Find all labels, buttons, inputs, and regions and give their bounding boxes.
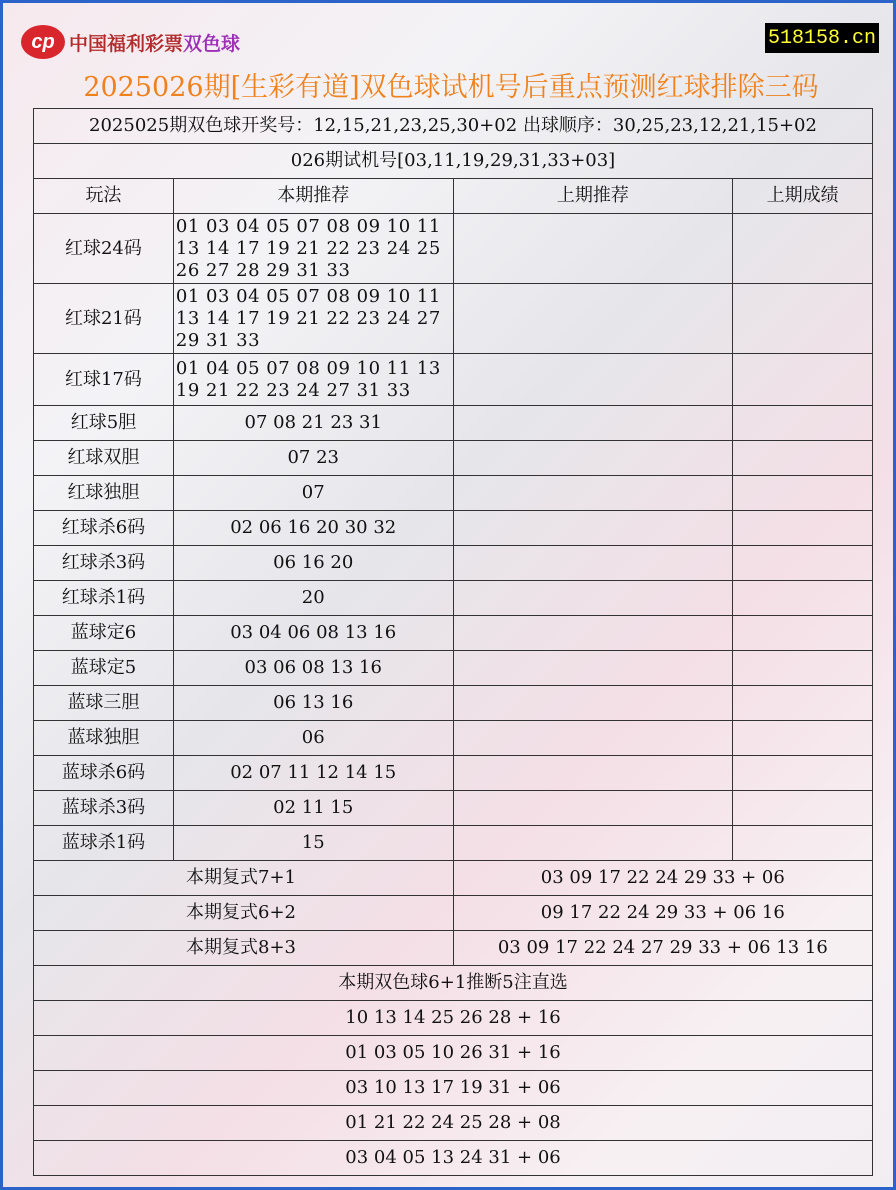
row-label: 蓝球独胆: [34, 721, 174, 756]
header-current: 本期推荐: [173, 179, 453, 214]
site-badge: 518158.cn: [765, 23, 879, 53]
row-result: [733, 511, 873, 546]
compound-value: 03 09 17 22 24 29 33 + 06: [453, 861, 872, 896]
row-label: 红球17码: [34, 354, 174, 406]
table-row: [34, 214, 873, 284]
compound-label: 本期复式8+3: [34, 931, 454, 966]
pick-row: [34, 1106, 873, 1141]
row-result: [733, 214, 873, 284]
row-previous: [453, 406, 733, 441]
row-label: 蓝球杀1码: [34, 826, 174, 861]
row-label: 红球双胆: [34, 441, 174, 476]
compound-value: 09 17 22 24 29 33 + 06 16: [453, 896, 872, 931]
row-result: [733, 476, 873, 511]
row-previous: [453, 441, 733, 476]
compound-row: [34, 896, 873, 931]
compound-label: 本期复式6+2: [34, 896, 454, 931]
pick-row: [34, 1036, 873, 1071]
row-current: 07 08 21 23 31: [173, 406, 453, 441]
row-current: 01 03 04 05 07 08 09 10 11 13 14 17 19 21 22 23 24 27 29 31 33: [173, 284, 453, 354]
row-current: 06 13 16: [173, 686, 453, 721]
compound-row: [34, 861, 873, 896]
row-label: 红球21码: [34, 284, 174, 354]
row-current: 02 11 15: [173, 791, 453, 826]
row-current: 07 23: [173, 441, 453, 476]
pick-row: [34, 1141, 873, 1176]
table-row: [34, 756, 873, 791]
row-result: [733, 756, 873, 791]
compound-label: 本期复式7+1: [34, 861, 454, 896]
table-row: [34, 686, 873, 721]
row-result: [733, 651, 873, 686]
row-result: [733, 581, 873, 616]
row-previous: [453, 721, 733, 756]
table-row: [34, 616, 873, 651]
row-result: [733, 354, 873, 406]
pick-row: [34, 1071, 873, 1106]
header-result: 上期成绩: [733, 179, 873, 214]
row-current: 01 03 04 05 07 08 09 10 11 13 14 17 19 21 22 23 24 25 26 27 28 29 31 33: [173, 214, 453, 284]
row-label: 蓝球杀6码: [34, 756, 174, 791]
table-row: [34, 581, 873, 616]
row-current: 06: [173, 721, 453, 756]
picks-title: 本期双色球6+1推断5注直选: [34, 966, 873, 1001]
compound-value: 03 09 17 22 24 27 29 33 + 06 13 16: [453, 931, 872, 966]
compound-row: [34, 931, 873, 966]
row-current: 15: [173, 826, 453, 861]
pick-value: 03 10 13 17 19 31 + 06: [34, 1071, 873, 1106]
table-row: [34, 284, 873, 354]
row-previous: [453, 546, 733, 581]
pick-value: 01 21 22 24 25 28 + 08: [34, 1106, 873, 1141]
row-previous: [453, 284, 733, 354]
row-previous: [453, 616, 733, 651]
row-previous: [453, 214, 733, 284]
row-previous: [453, 581, 733, 616]
row-result: [733, 721, 873, 756]
row-result: [733, 616, 873, 651]
table-row: [34, 511, 873, 546]
row-label: 蓝球杀3码: [34, 791, 174, 826]
row-result: [733, 791, 873, 826]
row-label: 蓝球三胆: [34, 686, 174, 721]
row-label: 红球24码: [34, 214, 174, 284]
row-previous: [453, 686, 733, 721]
row-current: 01 04 05 07 08 09 10 11 13 19 21 22 23 24 27 31 33: [173, 354, 453, 406]
prediction-table: [33, 108, 873, 1176]
row-result: [733, 406, 873, 441]
row-label: 红球杀3码: [34, 546, 174, 581]
cwl-logo-icon: cp: [21, 25, 65, 59]
row-previous: [453, 354, 733, 406]
header-play: 玩法: [34, 179, 174, 214]
row-current: 03 04 06 08 13 16: [173, 616, 453, 651]
row-label: 红球独胆: [34, 476, 174, 511]
table-row: [34, 791, 873, 826]
row-current: 02 06 16 20 30 32: [173, 511, 453, 546]
lottery-logo: [21, 25, 240, 59]
table-row: [34, 721, 873, 756]
row-current: 02 07 11 12 14 15: [173, 756, 453, 791]
row-result: [733, 546, 873, 581]
row-label: 蓝球定5: [34, 651, 174, 686]
table-row: [34, 546, 873, 581]
draw-result: 2025025期双色球开奖号：12,15,21,23,25,30+02 出球顺序：30,25,23,12,21,15+02: [34, 109, 873, 144]
pick-value: 03 04 05 13 24 31 + 06: [34, 1141, 873, 1176]
table-row: [34, 476, 873, 511]
row-result: [733, 686, 873, 721]
row-previous: [453, 651, 733, 686]
row-current: 03 06 08 13 16: [173, 651, 453, 686]
table-row: [34, 826, 873, 861]
row-current: 06 16 20: [173, 546, 453, 581]
table-row: [34, 354, 873, 406]
row-result: [733, 284, 873, 354]
row-label: 红球杀1码: [34, 581, 174, 616]
row-current: 20: [173, 581, 453, 616]
pick-value: 01 03 05 10 26 31 + 16: [34, 1036, 873, 1071]
row-previous: [453, 511, 733, 546]
row-label: 红球5胆: [34, 406, 174, 441]
pick-row: [34, 1001, 873, 1036]
row-previous: [453, 756, 733, 791]
header-previous: 上期推荐: [453, 179, 733, 214]
trial-numbers: 026期试机号[03,11,19,29,31,33+03]: [34, 144, 873, 179]
table-row: [34, 441, 873, 476]
table-header: [34, 179, 873, 214]
row-current: 07: [173, 476, 453, 511]
logo-brand: 双色球: [183, 32, 241, 55]
row-label: 蓝球定6: [34, 616, 174, 651]
row-previous: [453, 826, 733, 861]
row-result: [733, 826, 873, 861]
page-title: 2025026期[生彩有道]双色球试机号后重点预测红球排除三码: [83, 72, 819, 103]
pick-value: 10 13 14 25 26 28 + 16: [34, 1001, 873, 1036]
row-result: [733, 441, 873, 476]
row-label: 红球杀6码: [34, 511, 174, 546]
table-row: [34, 651, 873, 686]
logo-text: 中国福利彩票: [69, 32, 184, 55]
row-previous: [453, 791, 733, 826]
table-row: [34, 406, 873, 441]
row-previous: [453, 476, 733, 511]
